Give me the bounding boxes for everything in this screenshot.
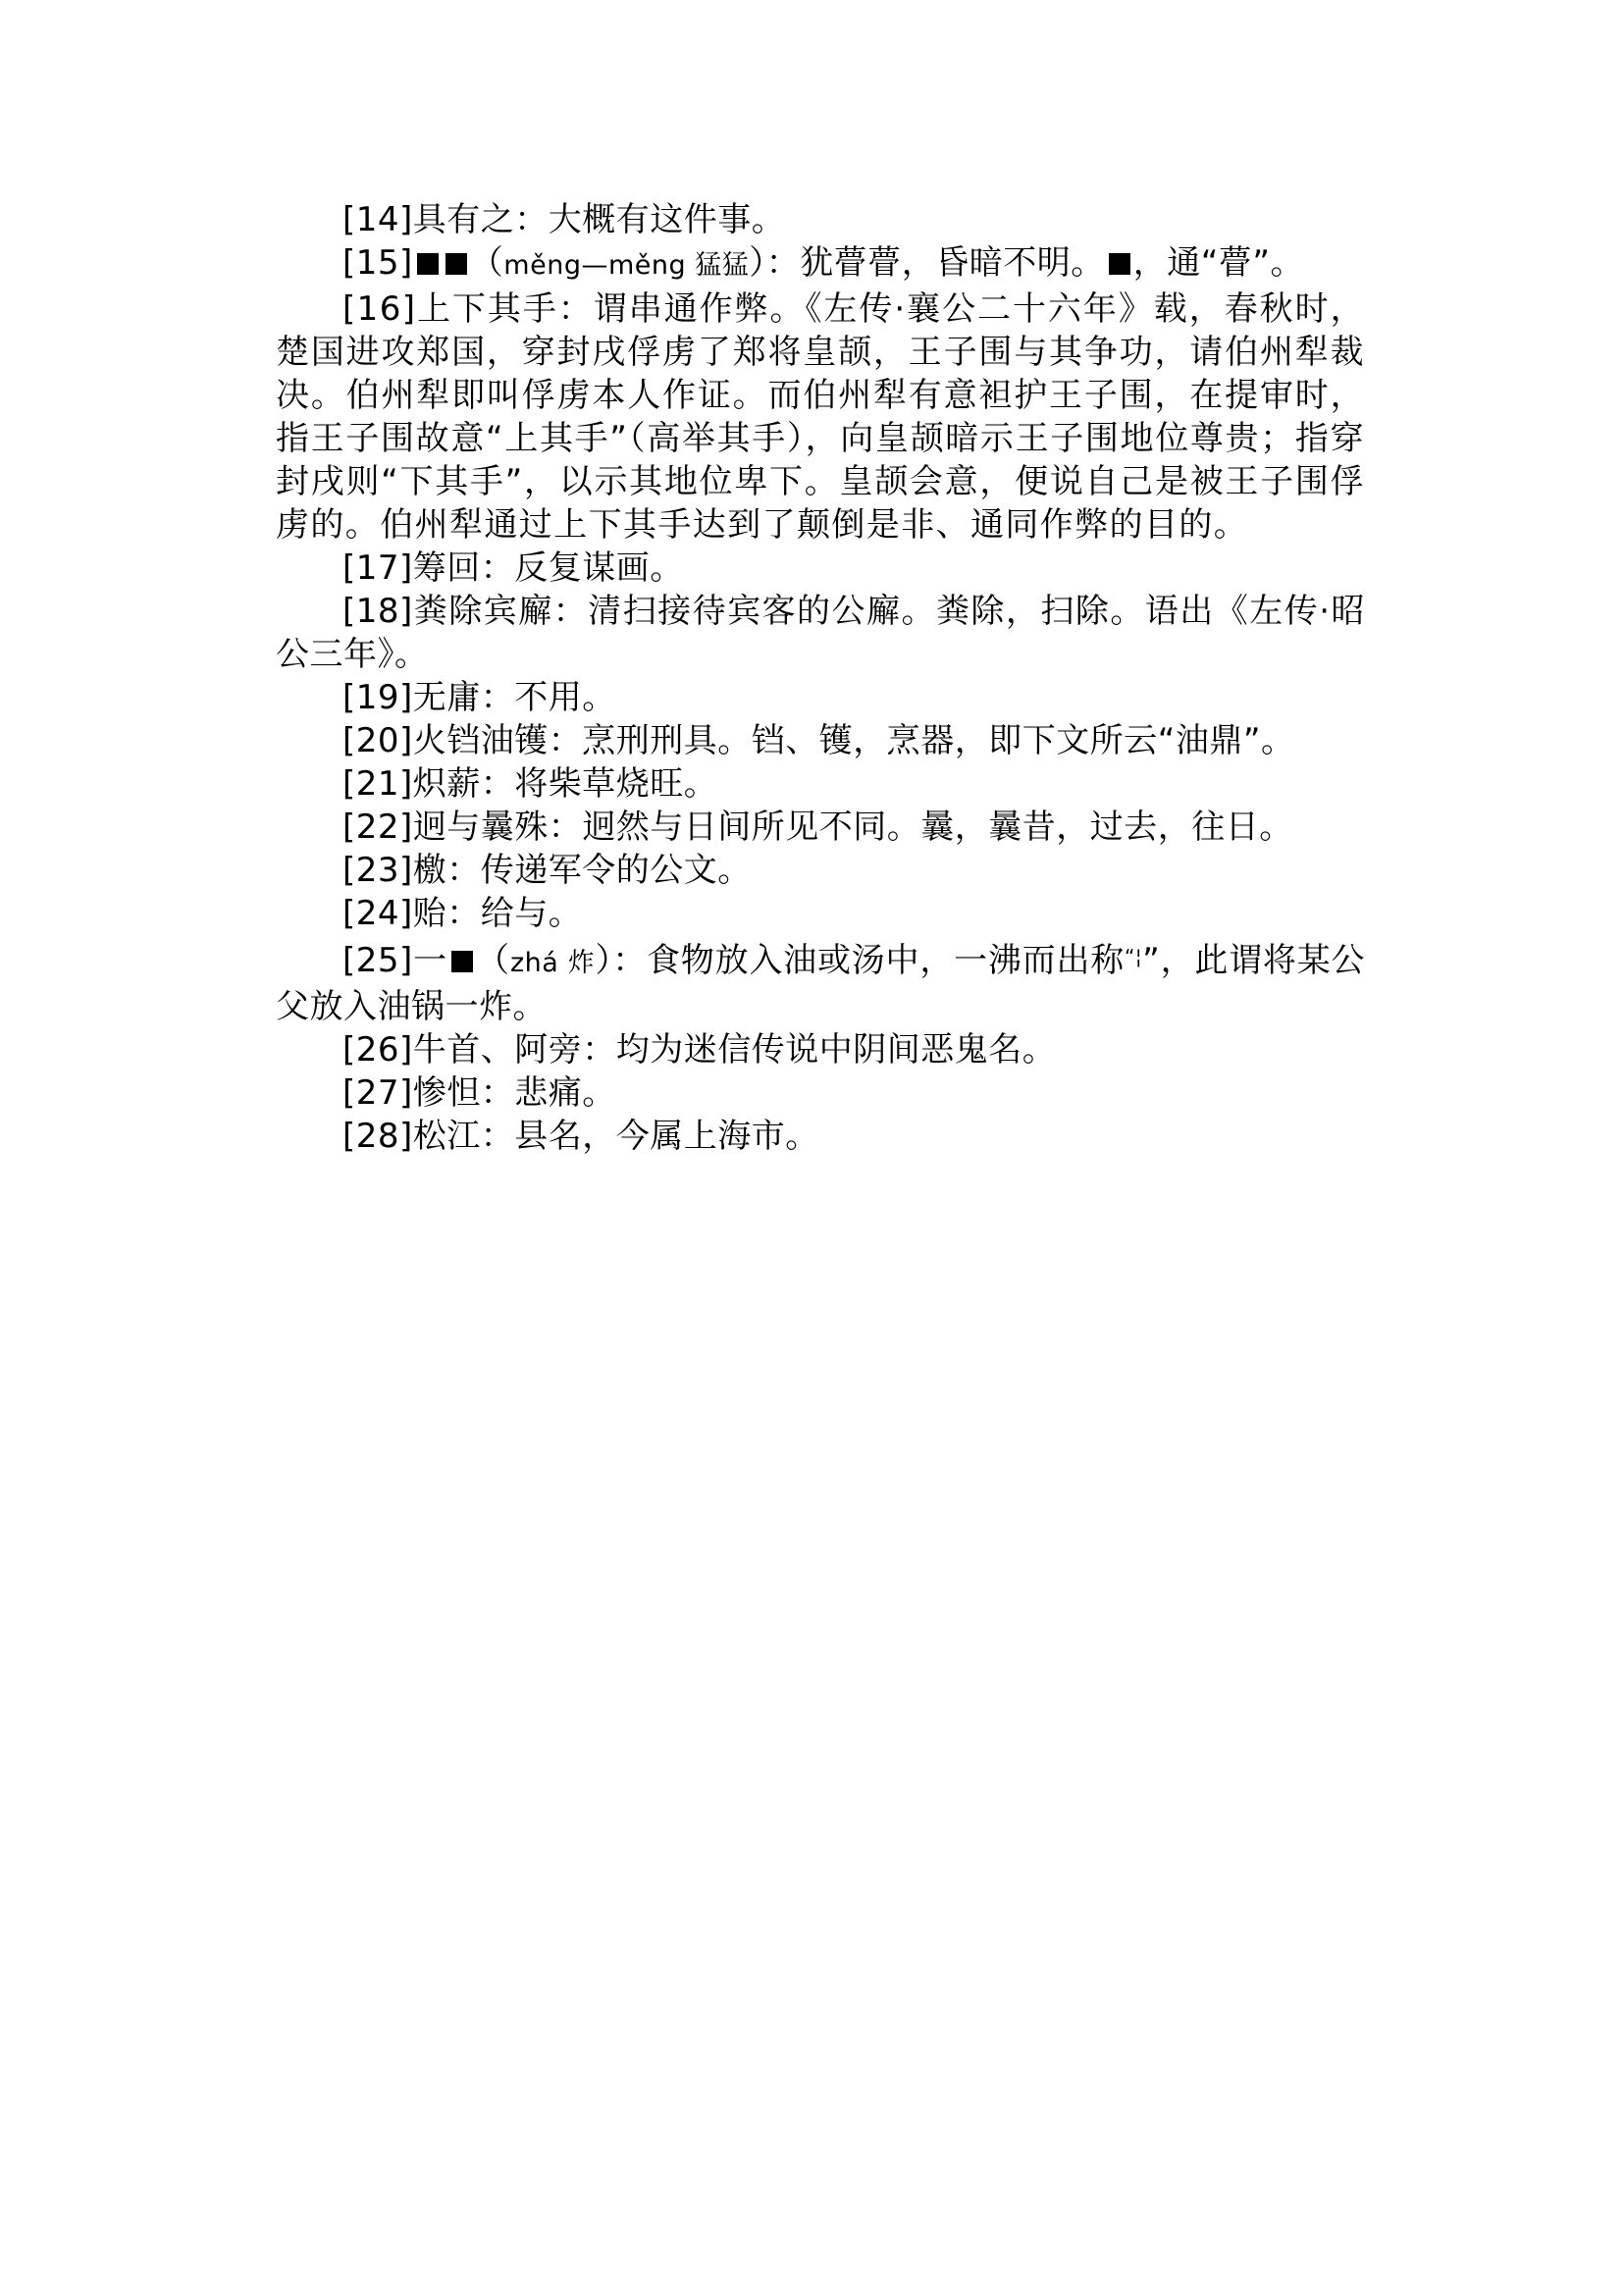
note-15-tail: ，通“瞢”。 (1132, 243, 1304, 283)
note-17: [17]筹回：反复谋画。 (342, 548, 684, 588)
annotation-notes (276, 198, 1365, 1158)
note-25-label: [25]一 (342, 941, 447, 980)
note-25-broken-glyph: ¦ (1134, 945, 1143, 968)
note-28: [28]松江：县名，今属上海市。 (342, 1117, 819, 1156)
note-25-tail: ”，此谓将某公父放入油锅一炸。 (276, 941, 1366, 1026)
missing-glyph (417, 253, 439, 275)
note-23: [23]檄：传递军令的公文。 (342, 851, 752, 890)
note-15-definition: ）：犹瞢瞢，昏暗不明。 (749, 243, 1105, 283)
note-15-label: [15] (342, 243, 413, 283)
missing-glyph (1109, 253, 1130, 275)
note-18: [18]粪除宾廨：清扫接待宾客的公廨。粪除，扫除。语出《左传·昭公三年》。 (276, 592, 1365, 674)
note-21: [21]炽薪：将柴草烧旺。 (342, 764, 718, 804)
note-25-paren-open: （ (475, 941, 510, 980)
note-20: [20]火铛油镬：烹刑刑具。铛、镬，烹器，即下文所云“油鼎”。 (342, 721, 1295, 760)
note-25 (276, 935, 1365, 1028)
note-27: [27]惨怛：悲痛。 (342, 1073, 616, 1113)
note-22: [22]迥与曩殊：迥然与日间所见不同。曩，曩昔，过去，往日。 (342, 808, 1293, 847)
note-24: [24]贻：给与。 (342, 894, 583, 933)
note-14: [14]具有之：大概有这件事。 (342, 200, 786, 239)
note-15-pinyin: měng—měng 猛猛 (503, 250, 750, 281)
note-25-pinyin: zhá 炸 (509, 948, 596, 978)
note-15 (276, 241, 1365, 287)
note-25-definition: ）：食物放入油或汤中，一沸而出称 (595, 941, 1126, 980)
missing-glyph (451, 951, 473, 972)
note-19: [19]无庸：不用。 (342, 678, 616, 717)
note-26: [26]牛首、阿旁：均为迷信传说中阴间恶鬼名。 (342, 1030, 1057, 1069)
note-15-paren-open: （ (469, 243, 504, 283)
note-16: [16]上下其手：谓串通作弊。《左传·襄公二十六年》载，春秋时，楚国进攻郑国，穿封戌俘虏了郑将皇颉，王子围与其争功，请伯州犁裁决。伯州犁即叫俘虏本人作证。而伯州犁有意袒护王子围，在提审时，指王子围故意“上其手”（高举其手），向皇颉暗示王子围地位尊贵；指穿封戌则“下其手”，以示其地位卑下。皇颉会意，便说自己是被王子围俘虏的。伯州犁通过上下其手达到了颠倒是非、通同作弊的目的。 (276, 289, 1365, 545)
note-25-open-quote: “ (1125, 945, 1135, 968)
missing-glyph (445, 253, 467, 275)
